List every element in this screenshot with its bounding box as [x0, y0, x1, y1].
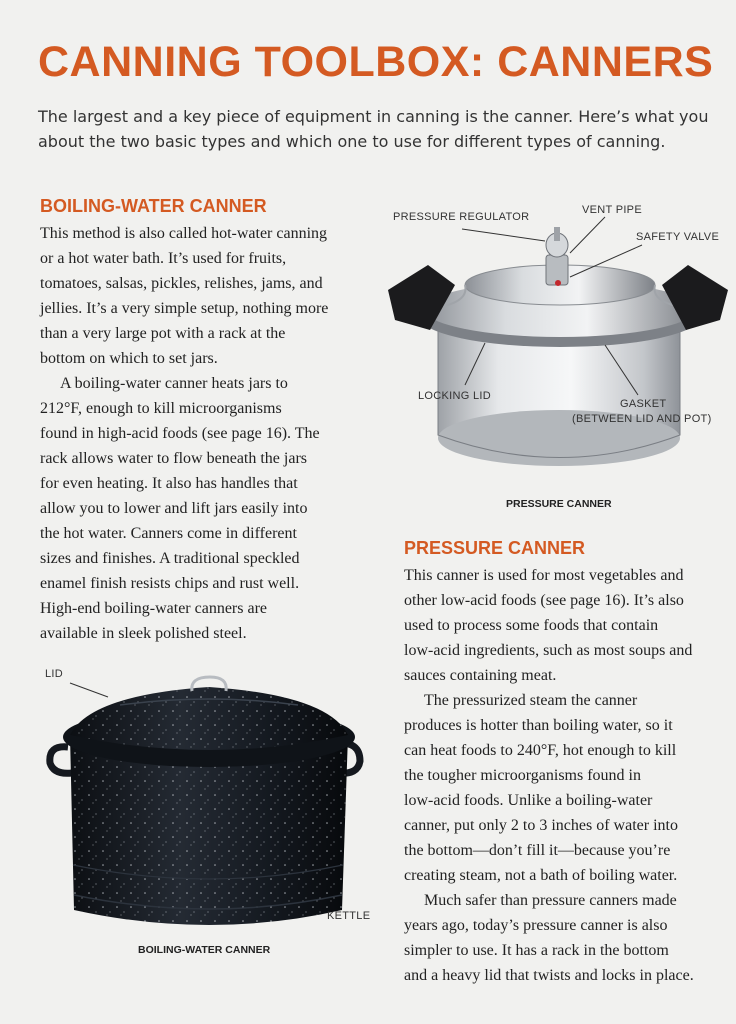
- pressure-regulator-label: PRESSURE REGULATOR: [393, 211, 530, 223]
- text-line: found in high-acid foods (see page 16). The: [40, 425, 320, 442]
- text-line: low-acid foods. Unlike a boiling-water: [404, 792, 653, 809]
- text-line: for even heating. It also has handles that: [40, 475, 298, 492]
- gasket-note-label: (BETWEEN LID AND POT): [572, 413, 712, 425]
- text-line: bottom on which to set jars.: [40, 350, 218, 367]
- boiling-water-canner-image: [30, 665, 375, 930]
- text-line: low-acid ingredients, such as most soups and: [404, 642, 693, 659]
- vent-pipe-label: VENT PIPE: [582, 204, 642, 216]
- boiling-water-canner-heading: BOILING-WATER CANNER: [40, 196, 267, 216]
- text-line: High-end boiling-water canners are: [40, 600, 268, 617]
- pressure-canner-heading: PRESSURE CANNER: [404, 538, 586, 558]
- intro-text: [38, 104, 736, 154]
- text-line: jellies. It’s a very simple setup, nothing more: [40, 300, 329, 317]
- text-line: simpler to use. It has a rack in the bottom: [404, 942, 669, 959]
- text-line: sizes and finishes. A traditional speckled: [40, 550, 300, 567]
- text-line: Much safer than pressure canners made: [424, 892, 677, 909]
- boiling-water-canner-caption: BOILING-WATER CANNER: [138, 944, 271, 956]
- text-line: sauces containing meat.: [404, 667, 557, 684]
- kettle-label: KETTLE: [327, 910, 371, 922]
- text-line: produces is hotter than boiling water, so it: [404, 717, 673, 734]
- text-line: can heat foods to 240°F, hot enough to kill: [404, 742, 677, 759]
- text-line: or a hot water bath. It’s used for fruits,: [40, 250, 287, 267]
- text-line: and a heavy lid that twists and locks in place.: [404, 967, 694, 984]
- text-line: enamel finish resists chips and rust well.: [40, 575, 300, 592]
- text-line: allow you to lower and lift jars easily into: [40, 500, 308, 517]
- text-line: tomatoes, salsas, pickles, relishes, jams, and: [40, 275, 323, 292]
- locking-lid-label: LOCKING LID: [418, 390, 491, 402]
- text-line: available in sleek polished steel.: [40, 625, 247, 642]
- boiling-water-canner-text: [40, 221, 380, 646]
- intro-line: The largest and a key piece of equipment in canning is the canner. Here’s what you: [38, 107, 709, 126]
- text-line: than a very large pot with a rack at the: [40, 325, 286, 342]
- page-title: CANNING TOOLBOX: CANNERS: [38, 38, 714, 86]
- text-line: the tougher microorganisms found in: [404, 767, 641, 784]
- text-line: 212°F, enough to kill microorganisms: [40, 400, 282, 417]
- text-line: The pressurized steam the canner: [424, 692, 638, 709]
- safety-valve-label: SAFETY VALVE: [636, 231, 720, 243]
- text-line: used to process some foods that contain: [404, 617, 659, 634]
- text-line: the bottom—don’t fill it—because you’re: [404, 842, 671, 859]
- text-line: This canner is used for most vegetables and: [404, 567, 684, 584]
- pressure-canner-image: [380, 205, 736, 490]
- lid-label: LID: [45, 668, 64, 680]
- text-line: other low-acid foods (see page 16). It’s also: [404, 592, 684, 609]
- text-line: years ago, today’s pressure canner is also: [404, 917, 668, 934]
- intro-line: about the two basic types and which one to use for different types of canning.: [38, 132, 666, 151]
- text-line: creating steam, not a bath of boiling water.: [404, 867, 678, 884]
- text-line: the hot water. Canners come in different: [40, 525, 297, 542]
- text-line: This method is also called hot-water canning: [40, 225, 328, 242]
- text-line: rack allows water to flow beneath the jars: [40, 450, 308, 467]
- text-line: canner, put only 2 to 3 inches of water into: [404, 817, 678, 834]
- pressure-canner-caption: PRESSURE CANNER: [506, 498, 612, 510]
- text-line: A boiling-water canner heats jars to: [60, 375, 288, 392]
- pressure-canner-text: [404, 563, 734, 988]
- gasket-label: GASKET: [620, 398, 667, 410]
